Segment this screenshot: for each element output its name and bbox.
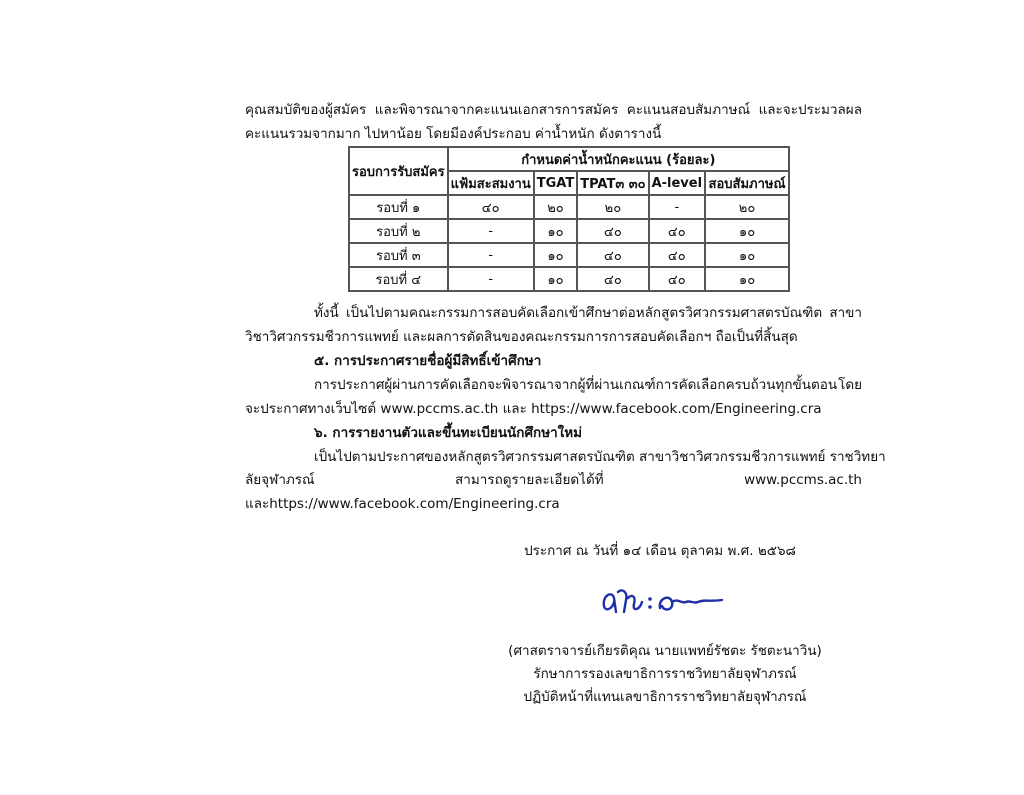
section-6-line-2-part: สามารถดูรายละเอียดได้ที่	[455, 472, 604, 488]
intro-line-1-part: คะแนนสอบสัมภาษณ์	[626, 102, 751, 118]
table-cell: ๔๐	[649, 267, 705, 291]
table-cell: -	[448, 219, 534, 243]
round-label: รอบที่ ๔	[349, 267, 448, 291]
signature-image	[598, 584, 726, 620]
section-5-line-1-part: โดย	[838, 377, 862, 393]
table-row	[349, 195, 789, 219]
announcement-date: ประกาศ ณ วันที่ ๑๔ เดือน ตุลาคม พ.ศ. ๒๕๖๘	[524, 543, 796, 559]
round-label: รอบที่ ๓	[349, 243, 448, 267]
table-cell: ๑๐	[705, 219, 789, 243]
signer-title-1: รักษาการรองเลขาธิการราชวิทยาลัยจุฬาภรณ์	[533, 666, 797, 682]
round-label: รอบที่ ๑	[349, 195, 448, 219]
section-5-line-1	[314, 375, 862, 395]
section-6-line-2	[245, 470, 862, 490]
table-row	[349, 219, 789, 243]
column-header-interview: สอบสัมภาษณ์	[705, 171, 789, 195]
intro-line-1	[245, 100, 862, 120]
table-cell: -	[448, 267, 534, 291]
section-6-line-2-part: www.pccms.ac.th	[744, 472, 862, 488]
table-cell: ๒๐	[534, 195, 577, 219]
note-line-2: วิชาวิศวกรรมชีวการแพทย์ และผลการตัดสินของคณะกรรมการการสอบคัดเลือกฯ ถือเป็นที่สิ้นสุด	[245, 329, 798, 345]
section-6-line-3: และhttps://www.facebook.com/Engineering.cra	[245, 496, 560, 512]
note-line-1-part: ทั้งนี้	[314, 305, 339, 321]
round-label: รอบที่ ๒	[349, 219, 448, 243]
note-line-1	[314, 303, 862, 323]
table-cell: ๔๐	[577, 219, 648, 243]
weight-group-header: กำหนดค่าน้ำหนักคะแนน (ร้อยละ)	[448, 147, 789, 171]
table-cell: ๔๐	[577, 243, 648, 267]
intro-line-2: คะแนนรวมจากมาก ไปหาน้อย โดยมีองค์ประกอบ ค่าน้ำหนัก ดังตารางนี้	[245, 126, 662, 142]
table-cell: ๔๐	[649, 243, 705, 267]
note-line-1-part: เป็นไปตามคณะกรรมการสอบคัดเลือกเข้าศึกษาต่อหลักสูตรวิศวกรรมศาสตรบัณฑิต	[345, 305, 823, 321]
section-6-line-1: เป็นไปตามประกาศของหลักสูตรวิศวกรรมศาสตรบัณฑิต สาขาวิชาวิศวกรรมชีวการแพทย์ ราชวิทยา	[314, 449, 886, 465]
table-cell: -	[649, 195, 705, 219]
section-5-line-1-part: การประกาศผู้ผ่านการคัดเลือกจะพิจารณาจากผู้ที่ผ่านเกณฑ์การคัดเลือกครบถ้วนทุกขั้นตอน	[314, 377, 838, 393]
table-header-row	[349, 147, 789, 171]
column-header-tpat3: TPAT๓ ๓๐	[577, 171, 648, 195]
signer-name: (ศาสตราจารย์เกียรติคุณ นายแพทย์รัชตะ รัชตะนาวิน)	[508, 643, 822, 659]
section-5-heading: ๕. การประกาศรายชื่อผู้มีสิทธิ์เข้าศึกษา	[314, 353, 542, 369]
round-column-header: รอบการรับสมัคร	[349, 147, 448, 195]
table-cell: ๑๐	[534, 219, 577, 243]
table-cell: ๔๐	[577, 267, 648, 291]
table-cell: ๑๐	[705, 243, 789, 267]
table-cell: ๑๐	[534, 267, 577, 291]
intro-line-1-part: คุณสมบัติของผู้สมัคร	[245, 102, 367, 118]
section-5-line-2: จะประกาศทางเว็บไซต์ www.pccms.ac.th และ https://www.facebook.com/Engineering.cra	[245, 401, 822, 417]
table-cell: ๒๐	[705, 195, 789, 219]
note-line-1-part: สาขา	[829, 305, 862, 321]
section-6-line-2-part: ลัยจุฬาภรณ์	[245, 472, 315, 488]
intro-line-1-part: และจะประมวลผล	[758, 102, 862, 118]
intro-line-1-part: และพิจารณาจากคะแนนเอกสารการสมัคร	[374, 102, 619, 118]
column-header-portfolio: แฟ้มสะสมงาน	[448, 171, 534, 195]
section-6-heading: ๖. การรายงานตัวและขึ้นทะเบียนนักศึกษาใหม่	[314, 425, 583, 441]
signer-title-2: ปฏิบัติหน้าที่แทนเลขาธิการราชวิทยาลัยจุฬาภรณ์	[523, 689, 807, 705]
table-cell: ๒๐	[577, 195, 648, 219]
table-cell: ๔๐	[448, 195, 534, 219]
table-cell: -	[448, 243, 534, 267]
column-header-tgat: TGAT	[534, 171, 577, 195]
table-cell: ๔๐	[649, 219, 705, 243]
table-row	[349, 267, 789, 291]
table-cell: ๑๐	[534, 243, 577, 267]
table-row	[349, 243, 789, 267]
column-header-alevel: A-level	[649, 171, 705, 195]
table-cell: ๑๐	[705, 267, 789, 291]
score-weight-table	[348, 146, 790, 292]
